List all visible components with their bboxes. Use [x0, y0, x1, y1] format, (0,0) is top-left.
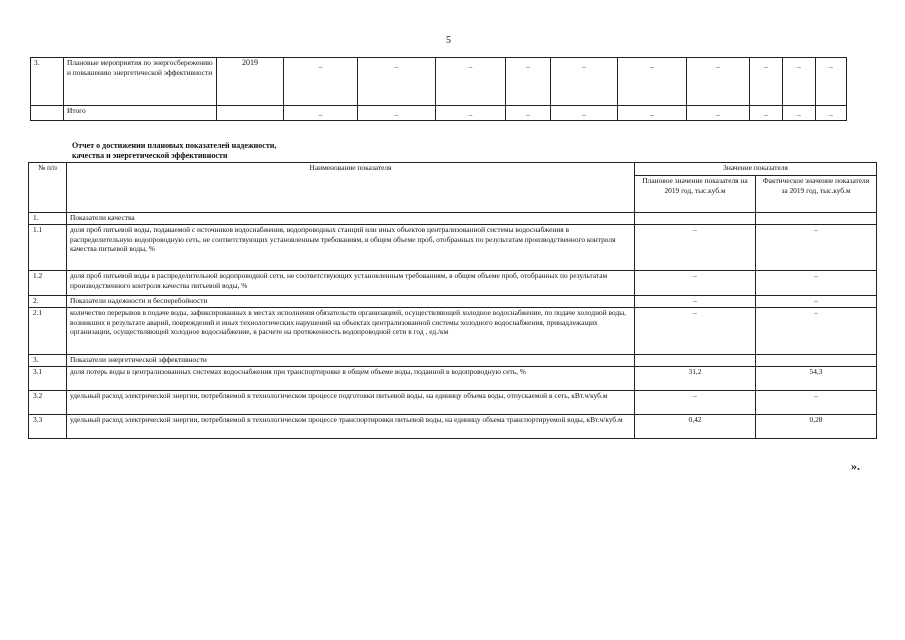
closing-quote: ».	[851, 459, 860, 473]
indicator-name: Показатели энергетической эффективности	[67, 355, 635, 367]
row-value-cell: –	[551, 106, 618, 121]
row-value-cell: –	[750, 58, 783, 106]
indicator-name: Показатели надежности и бесперебойности	[67, 296, 635, 308]
planned-value	[635, 213, 756, 225]
report-title-line2: качества и энергетической эффективности	[72, 151, 228, 160]
header-planned: Плановое значение показателя на 2019 год, тыс.куб.м	[635, 176, 756, 213]
indicators-table	[28, 162, 877, 439]
row-value-cell: –	[750, 106, 783, 121]
planned-value: 0,42	[635, 415, 756, 439]
row-number: 3.	[31, 58, 64, 106]
indicator-row	[29, 308, 877, 355]
row-value-cell: –	[506, 58, 551, 106]
row-value-cell: –	[358, 106, 436, 121]
row-name: Плановые мероприятия по энергосбережению и повышению энергетической эффективности	[64, 58, 217, 106]
row-value-cell: –	[687, 58, 750, 106]
row-value-cell: –	[284, 106, 358, 121]
top-table-row	[31, 58, 847, 106]
planned-value: –	[635, 225, 756, 271]
row-number	[31, 106, 64, 121]
indicator-name: удельный расход электрической энергии, потребляемой в технологическом процессе транспортировки питьевой воды, на единицу объема транспортируемой воды, кВт.ч/куб.м	[67, 415, 635, 439]
report-title-line1: Отчет о достижении плановых показателей надежности,	[72, 141, 277, 150]
row-value-cell: –	[436, 58, 506, 106]
indicator-name: удельный расход электрической энергии, потребляемой в технологическом процессе подготовки питьевой воды, на единицу объема воды, отпускаемой в сеть, кВт.ч/куб.м	[67, 391, 635, 415]
row-value-cell: –	[687, 106, 750, 121]
indicator-row	[29, 271, 877, 296]
header-num: № п/п	[29, 163, 67, 213]
planned-value: –	[635, 271, 756, 296]
row-value-cell: –	[358, 58, 436, 106]
row-value-cell: –	[551, 58, 618, 106]
section-row	[29, 296, 877, 308]
row-value-cell: –	[816, 106, 847, 121]
row-value-cell: –	[284, 58, 358, 106]
section-row	[29, 355, 877, 367]
row-value-cell: –	[618, 58, 687, 106]
indicator-number: 3.1	[29, 367, 67, 391]
indicator-row	[29, 391, 877, 415]
planned-value: 31,2	[635, 367, 756, 391]
row-year: 2019	[217, 58, 284, 106]
indicator-number: 1.	[29, 213, 67, 225]
actual-value: –	[756, 296, 877, 308]
indicator-name: количество перерывов в подаче воды, зафиксированных в местах исполнения обязательств организацией, осуществляющей холодное водоснабжение, по подаче холодной воды, возникших в результате аварий, повреждений и иных технологических нарушений на объектах централизованной системы холодного водоснабжения, принадлежащих организации, осуществляющей холодное водоснабжение, в расчете на протяженность водопроводной сети в год , ед./км	[67, 308, 635, 355]
planned-value: –	[635, 391, 756, 415]
report-title	[72, 141, 276, 161]
page-number: 5	[446, 35, 451, 46]
actual-value: –	[756, 271, 877, 296]
indicator-row	[29, 415, 877, 439]
planned-value: –	[635, 308, 756, 355]
indicator-number: 1.2	[29, 271, 67, 296]
actual-value: –	[756, 391, 877, 415]
header-value-group: Значение показателя	[635, 163, 877, 176]
actual-value: 54,3	[756, 367, 877, 391]
indicator-number: 3.2	[29, 391, 67, 415]
indicator-name: доля проб питьевой воды, подаваемой с источников водоснабжения, водопроводных станций или иных объектов централизованной системы водоснабжения в распределительную водопроводную сеть, не соответствующих установленным требованиям, в общем объеме проб, отобранных по результатам производственного контроля качества питьевой воды, %	[67, 225, 635, 271]
row-value-cell: –	[783, 58, 816, 106]
row-value-cell: –	[506, 106, 551, 121]
actual-value	[756, 213, 877, 225]
indicator-number: 3.	[29, 355, 67, 367]
row-value-cell: –	[783, 106, 816, 121]
header-name: Наименование показателя	[67, 163, 635, 213]
row-year	[217, 106, 284, 121]
indicator-number: 1.1	[29, 225, 67, 271]
actual-value	[756, 355, 877, 367]
actual-value: –	[756, 308, 877, 355]
row-value-cell: –	[618, 106, 687, 121]
top-table	[30, 57, 847, 121]
row-value-cell: –	[816, 58, 847, 106]
section-row	[29, 213, 877, 225]
planned-value: –	[635, 296, 756, 308]
header-actual: Фактическое значение показателя за 2019 год, тыс.куб.м	[756, 176, 877, 213]
indicator-number: 2.1	[29, 308, 67, 355]
indicator-name: доля потерь воды в централизованных системах водоснабжения при транспортировке в общем объеме воды, поданной в водопроводную сеть, %	[67, 367, 635, 391]
indicator-name: доля проб питьевой воды в распределительной водопроводной сети, не соответствующих установленным требованиям, в общем объеме проб, отобранных по результатам производственного контроля качества питьевой воды, %	[67, 271, 635, 296]
actual-value: –	[756, 225, 877, 271]
row-value-cell: –	[436, 106, 506, 121]
actual-value: 0,28	[756, 415, 877, 439]
row-name: Итого	[64, 106, 217, 121]
top-table-row	[31, 106, 847, 121]
indicator-name: Показатели качества	[67, 213, 635, 225]
indicator-row	[29, 225, 877, 271]
indicator-number: 2.	[29, 296, 67, 308]
indicator-number: 3.3	[29, 415, 67, 439]
planned-value	[635, 355, 756, 367]
indicator-row	[29, 367, 877, 391]
